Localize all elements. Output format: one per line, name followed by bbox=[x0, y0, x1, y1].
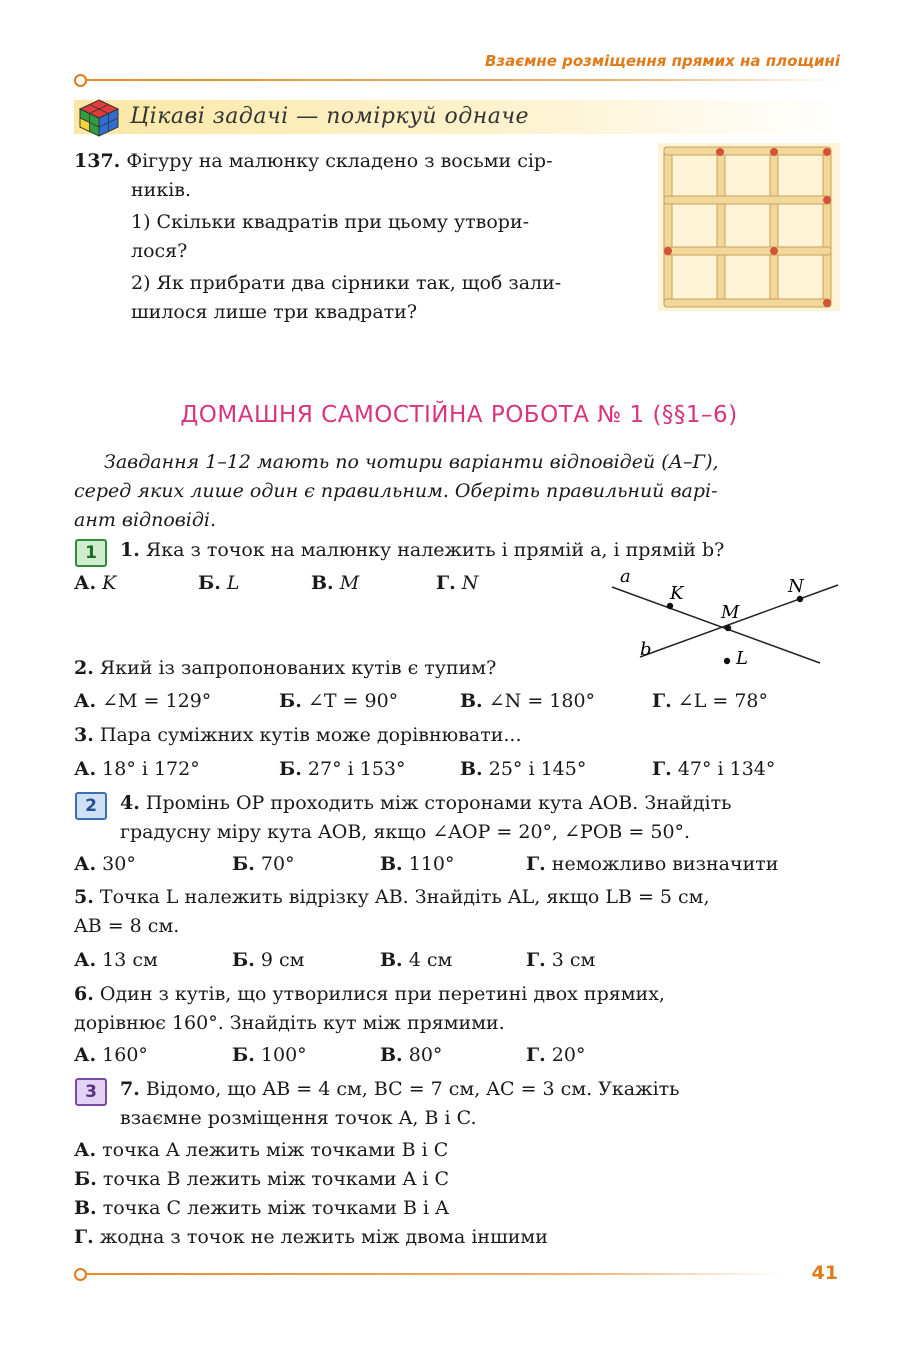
task-1: 1. Яка з точок на малюнку належить і прямій a, і прямій b? bbox=[120, 539, 725, 561]
homework-intro: Завдання 1–12 мають по чотири варіанти відповідей (А–Г), серед яких лише один є правильним. Оберіть правильний варі- ант відповіді. bbox=[74, 451, 719, 531]
level-2-badge: 2 bbox=[75, 792, 107, 820]
task-4-answers: А. 30° Б. 70° В. 110° Г. неможливо визначити bbox=[74, 853, 779, 875]
problem-137: 137. Фігуру на малюнку складено з восьми сір- ників. 1) Скільки квадратів при цьому утвори- лося? 2) Як прибрати два сірники так, щоб зали- шилося лише три квадрати? bbox=[74, 150, 562, 323]
label-M: M bbox=[721, 602, 740, 623]
task-3: 3. Пара суміжних кутів може дорівнювати... bbox=[74, 724, 522, 746]
section-title: Взаємне розміщення прямих на площині bbox=[484, 52, 840, 70]
task-6: 6. Один з кутів, що утворилися при перетині двох прямих, дорівнює 160°. Знайдіть кут між прямими. bbox=[74, 983, 665, 1034]
task-2: 2. Який із запропонованих кутів є тупим? bbox=[74, 657, 497, 679]
header-rule bbox=[86, 79, 846, 81]
task-7-answers: А. точка A лежить між точками B і C Б. точка B лежить між точками A і C В. точка C лежить між точками B і A Г. жодна з точок не лежить між двома іншими bbox=[74, 1139, 548, 1248]
label-b: b bbox=[640, 639, 652, 660]
task-1-answers: А. K Б. L В. M Г. N bbox=[74, 572, 479, 594]
task-2-answers: А. ∠M = 129° Б. ∠T = 90° В. ∠N = 180° Г. ∠L = 78° bbox=[74, 690, 768, 712]
task-4: 4. Промінь OP проходить між сторонами кута AOB. Знайдіть градусну міру кута AOB, якщо ∠AOP = 20°, ∠POB = 50°. bbox=[120, 792, 732, 843]
task-6-answers: А. 160° Б. 100° В. 80° Г. 20° bbox=[74, 1044, 586, 1066]
matchstick-figure bbox=[658, 143, 840, 315]
task-5: 5. Точка L належить відрізку AB. Знайдіть AL, якщо LB = 5 см, AB = 8 см. bbox=[74, 886, 710, 937]
footer-rule bbox=[86, 1273, 786, 1275]
level-1-badge: 1 bbox=[75, 539, 107, 567]
homework-title: ДОМАШНЯ САМОСТІЙНА РОБОТА № 1 (§§1–6) bbox=[180, 402, 738, 428]
task-3-answers: А. 18° і 172° Б. 27° і 153° В. 25° і 145° Г. 47° і 134° bbox=[74, 758, 776, 780]
problem-number: 137. bbox=[74, 150, 121, 172]
task-7: 7. Відомо, що AB = 4 см, BC = 7 см, AC = 3 см. Укажіть взаємне розміщення точок A, B і C. bbox=[120, 1078, 680, 1129]
banner-title: Цікаві задачі — поміркуй одначе bbox=[130, 104, 530, 129]
page-number: 41 bbox=[811, 1262, 838, 1284]
label-K: K bbox=[670, 583, 684, 604]
level-3-badge: 3 bbox=[75, 1078, 107, 1106]
task-5-answers: А. 13 см Б. 9 см В. 4 см Г. 3 см bbox=[74, 949, 596, 971]
label-N: N bbox=[788, 576, 804, 597]
label-a: a bbox=[620, 566, 631, 587]
cube-icon bbox=[78, 98, 120, 142]
lines-diagram bbox=[600, 560, 840, 674]
label-L: L bbox=[736, 648, 748, 669]
